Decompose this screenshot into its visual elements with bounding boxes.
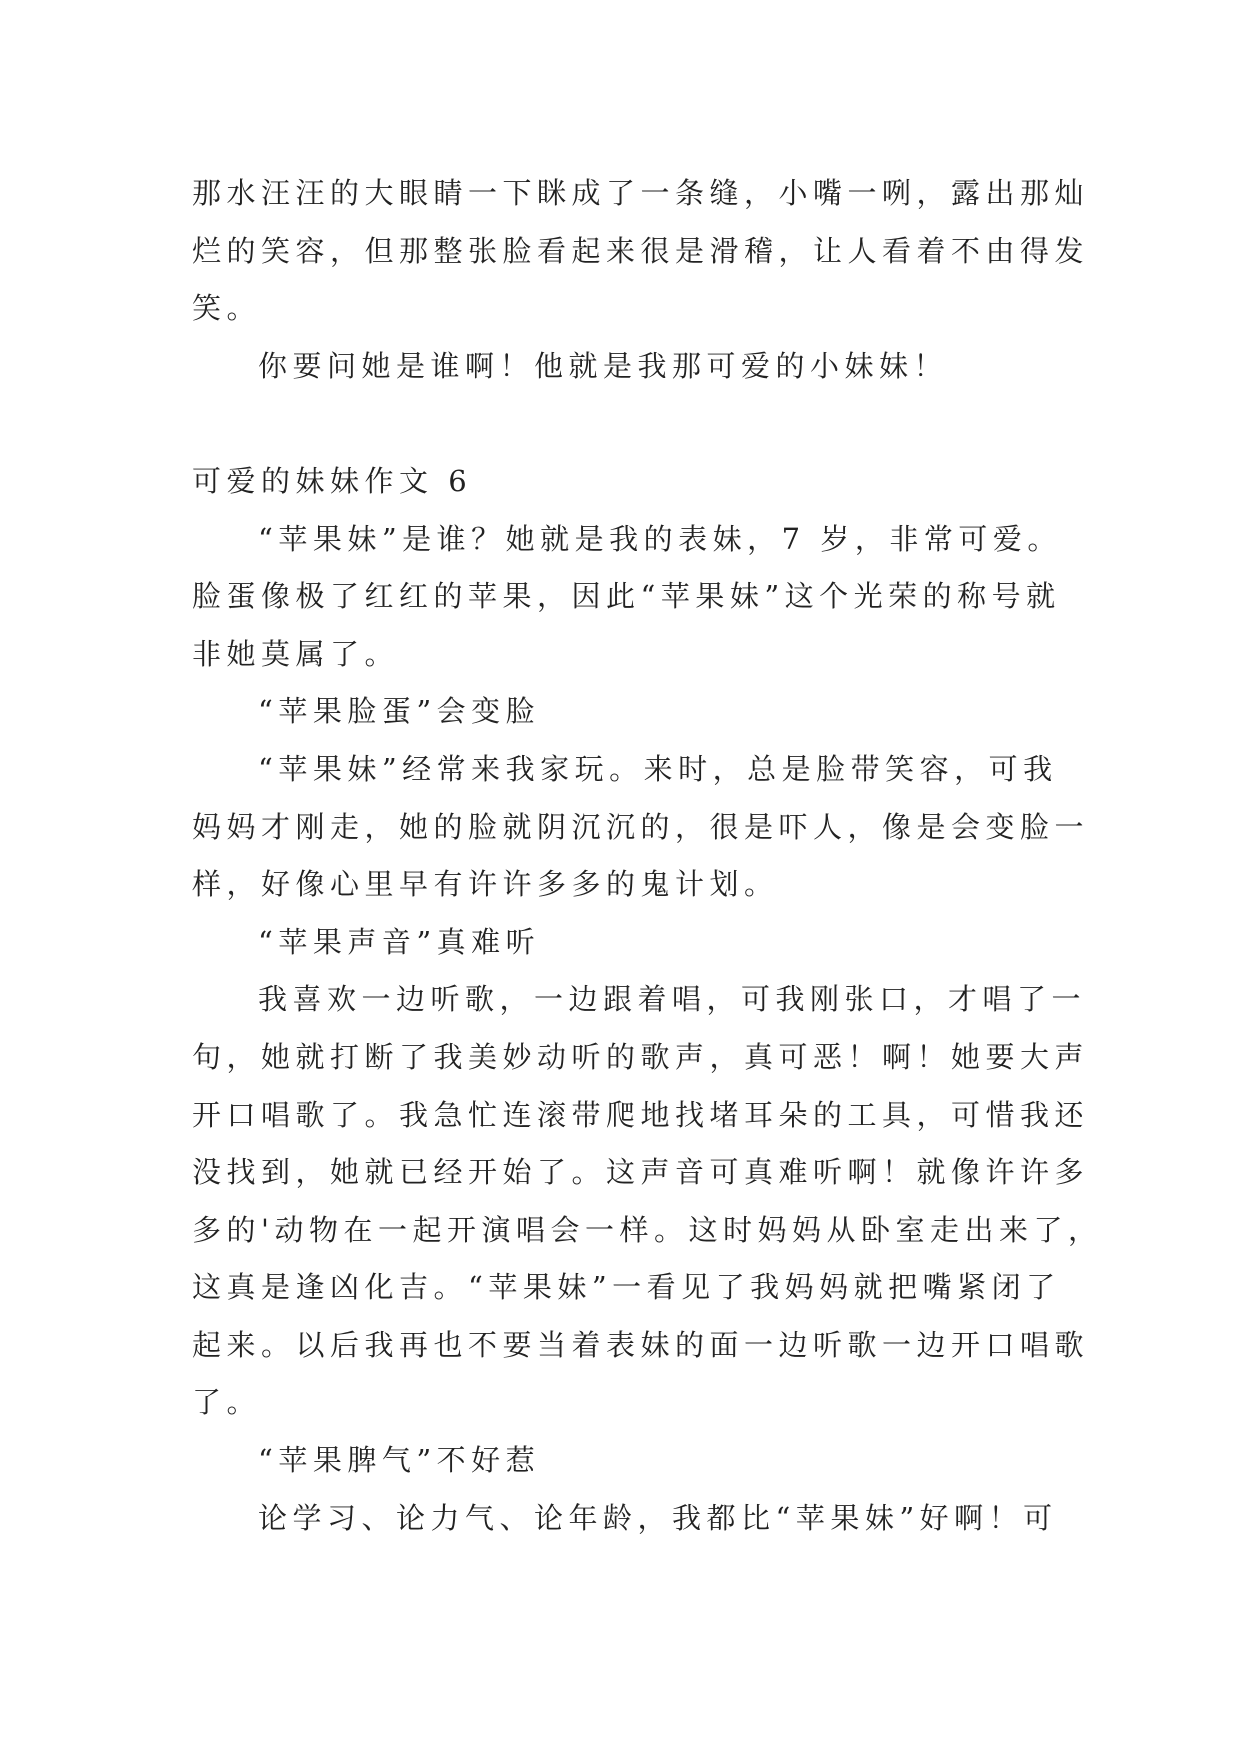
- text-line: 句，她就打断了我美妙动听的歌声，真可恶！啊！她要大声: [192, 1039, 1090, 1074]
- text-line: “苹果声音”真难听: [258, 924, 541, 959]
- text-line: 烂的笑容，但那整张脸看起来很是滑稽，让人看着不由得发: [192, 233, 1090, 268]
- text-line: 我喜欢一边听歌，一边跟着唱，可我刚张口，才唱了一: [258, 982, 1087, 1017]
- text-line: 样，好像心里早有许许多多的鬼计划。: [192, 867, 779, 902]
- text-line: “苹果妹”经常来我家玩。来时，总是脸带笑容，可我: [258, 751, 1058, 786]
- text-line: 那水汪汪的大眼睛一下眯成了一条缝，小嘴一咧，露出那灿: [192, 176, 1090, 210]
- text-line: 你要问她是谁啊！他就是我那可爱的小妹妹！: [258, 348, 949, 383]
- text-line: 非她莫属了。: [192, 636, 400, 671]
- text-line: 脸蛋像极了红红的苹果，因此“苹果妹”这个光荣的称号就: [192, 579, 1061, 614]
- text-block-before: [192, 165, 1090, 395]
- text-line: “苹果妹”是谁？她就是我的表妹，7 岁，非常可爱。: [258, 521, 1062, 556]
- text-line: 妈妈才刚走，她的脸就阴沉沉的，很是吓人，像是会变脸一: [192, 809, 1090, 844]
- text-line: 笑。: [192, 291, 262, 326]
- text-line: 起来。以后我再也不要当着表妹的面一边听歌一边开口唱歌: [192, 1327, 1090, 1362]
- text-line: 多的'动物在一起开演唱会一样。这时妈妈从卧室走出来了，: [192, 1212, 1103, 1247]
- section-title: 可爱的妹妹作文 6: [192, 463, 473, 498]
- text-line: 这真是逢凶化吉。“苹果妹”一看见了我妈妈就把嘴紧闭了: [192, 1270, 1061, 1305]
- text-line: 没找到，她就已经开始了。这声音可真难听啊！就像许许多: [192, 1155, 1090, 1190]
- text-line: 论学习、论力气、论年龄，我都比“苹果妹”好啊！可: [258, 1500, 1058, 1535]
- paragraph-gap: [192, 395, 1072, 453]
- text-line: “苹果脸蛋”会变脸: [258, 694, 541, 729]
- text-block-after: [192, 511, 1103, 1548]
- text-line: 了。: [192, 1385, 262, 1420]
- text-line: “苹果脾气”不好惹: [258, 1443, 541, 1478]
- document-page: [192, 165, 1103, 1547]
- text-line: 开口唱歌了。我急忙连滚带爬地找堵耳朵的工具，可惜我还: [192, 1097, 1090, 1132]
